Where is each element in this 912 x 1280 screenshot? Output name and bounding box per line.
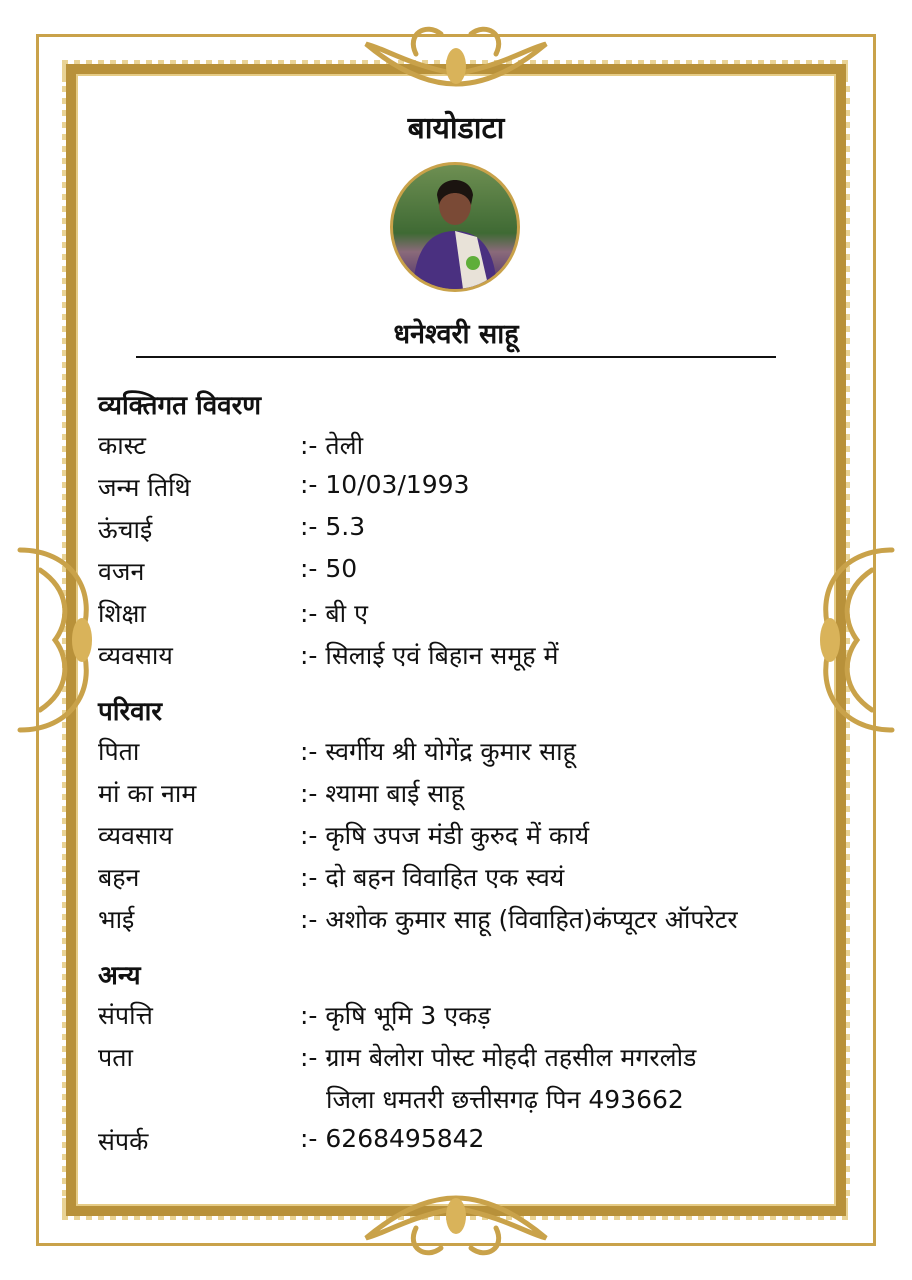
page-title: बायोडाटा — [407, 111, 505, 146]
row-value: 10/03/1993 — [325, 470, 470, 499]
row-value: तेली — [325, 431, 364, 460]
row-value: दो बहन विवाहित एक स्वयं — [325, 863, 565, 892]
left-flourish-icon — [10, 530, 110, 750]
separator: :- — [300, 1043, 318, 1072]
row-label: व्यवसाय — [98, 821, 173, 850]
row-value: सिलाई एवं बिहान समूह में — [325, 641, 559, 670]
row-label: बहन — [98, 863, 140, 892]
separator: :- — [300, 431, 318, 460]
row-value: 50 — [325, 554, 358, 583]
row-value: बी ए — [325, 599, 368, 628]
separator: :- — [300, 641, 318, 670]
row-value: श्यामा बाई साहू — [325, 779, 465, 808]
row-value: अशोक कुमार साहू (विवाहित)कंप्यूटर ऑपरेटर — [325, 905, 738, 934]
row-label: पता — [98, 1043, 133, 1072]
row-value: 6268495842 — [325, 1124, 485, 1153]
row-label: पिता — [98, 737, 140, 766]
separator: :- — [300, 1124, 318, 1153]
row-label: संपत्ति — [98, 1001, 153, 1030]
row-label: शिक्षा — [98, 599, 146, 628]
row-label: मां का नाम — [98, 779, 197, 808]
profile-photo — [390, 162, 520, 292]
row-value: कृषि भूमि 3 एकड़ — [325, 1001, 491, 1030]
section-heading-family: परिवार — [98, 697, 162, 727]
separator: :- — [300, 470, 318, 499]
row-label: ऊंचाई — [98, 515, 153, 544]
row-value: 5.3 — [325, 512, 366, 541]
separator: :- — [300, 599, 318, 628]
separator: :- — [300, 554, 318, 583]
section-heading-other: अन्य — [98, 961, 141, 991]
right-flourish-icon — [802, 530, 902, 750]
top-flourish-icon — [356, 14, 556, 98]
separator: :- — [300, 512, 318, 541]
separator: :- — [300, 737, 318, 766]
address-line-2: जिला धमतरी छत्तीसगढ़ पिन 493662 — [326, 1085, 684, 1114]
row-label: व्यवसाय — [98, 641, 173, 670]
separator: :- — [300, 821, 318, 850]
person-name: धनेश्वरी साहू — [393, 319, 519, 350]
section-heading-personal: व्यक्तिगत विवरण — [98, 391, 262, 421]
row-label: भाई — [98, 905, 135, 934]
separator: :- — [300, 779, 318, 808]
bottom-flourish-icon — [356, 1184, 556, 1268]
row-value: ग्राम बेलोरा पोस्ट मोहदी तहसील मगरलोड — [325, 1043, 697, 1072]
row-value: स्वर्गीय श्री योगेंद्र कुमार साहू — [325, 737, 576, 766]
row-label: कास्ट — [98, 431, 147, 460]
separator: :- — [300, 1001, 318, 1030]
divider — [136, 356, 776, 358]
row-value: कृषि उपज मंडी कुरुद में कार्य — [325, 821, 590, 850]
row-label: जन्म तिथि — [98, 473, 191, 502]
person-avatar-icon — [393, 165, 517, 289]
separator: :- — [300, 863, 318, 892]
row-label: वजन — [98, 557, 145, 586]
separator: :- — [300, 905, 318, 934]
row-label: संपर्क — [98, 1127, 149, 1156]
